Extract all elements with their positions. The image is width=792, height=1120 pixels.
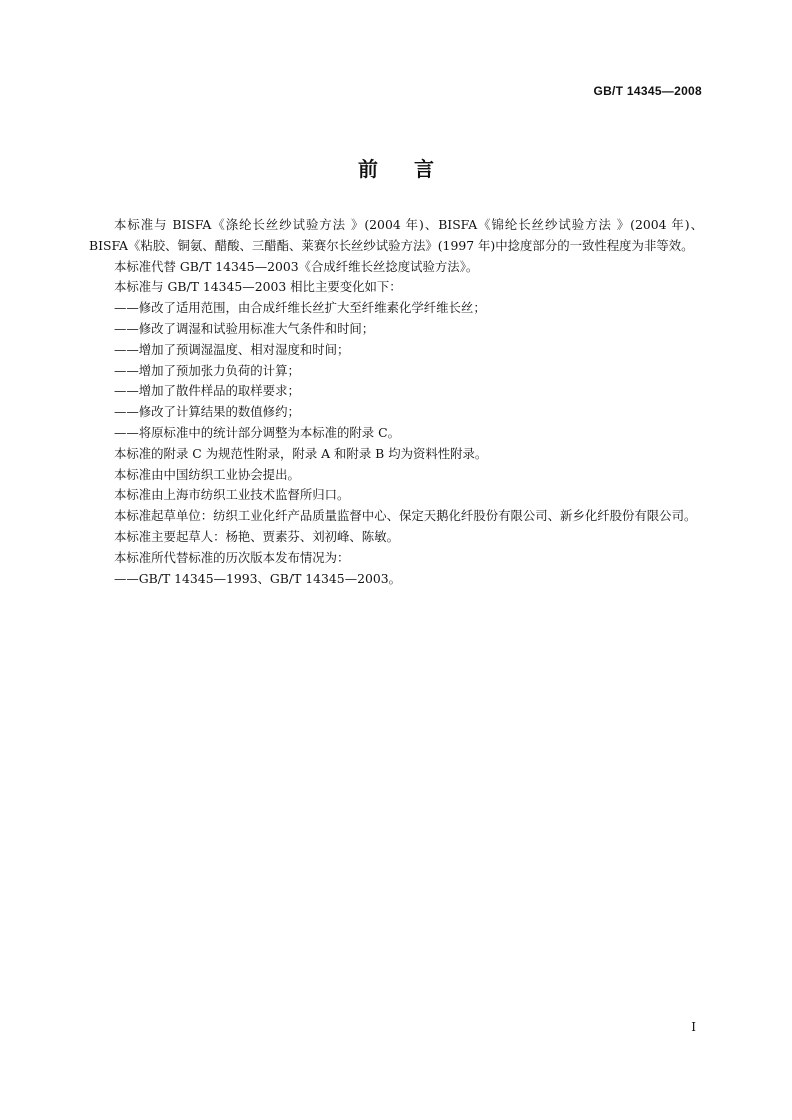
page-number: I [691, 1020, 696, 1034]
paragraph-replaces: 本标准代替 GB/T 14345—2003《合成纤维长丝捻度试验方法》。 [114, 258, 479, 274]
change-item: ——增加了预加张力负荷的计算； [114, 362, 300, 378]
paragraph-history-intro: 本标准所代替标准的历次版本发布情况为： [114, 549, 350, 565]
paragraph-appendix: 本标准的附录 C 为规范性附录，附录 A 和附录 B 均为资料性附录。 [114, 445, 488, 461]
standard-code: GB/T 14345—2008 [593, 84, 702, 98]
change-item: ——修改了计算结果的数值修约； [114, 404, 300, 420]
paragraph-drafting-units: 本标准起草单位：纺织工业化纤产品质量监督中心、保定天鹅化纤股份有限公司、新乡化纤股份有限公司。 [114, 508, 697, 524]
history-item: ——GB/T 14345—1993、GB/T 14345—2003。 [114, 570, 402, 586]
paragraph-changes-intro: 本标准与 GB/T 14345—2003 相比主要变化如下： [114, 279, 402, 295]
change-item: ——增加了预调湿温度、相对湿度和时间； [114, 341, 350, 357]
paragraph-proposer: 本标准由中国纺织工业协会提出。 [114, 466, 300, 482]
page-title: 前言 [358, 157, 470, 181]
change-item: ——增加了散件样品的取样要求； [114, 383, 300, 399]
paragraph-centralized: 本标准由上海市纺织工业技术监督所归口。 [114, 487, 350, 503]
change-item: ——将原标准中的统计部分调整为本标准的附录 C。 [114, 424, 401, 440]
paragraph-drafters: 本标准主要起草人：杨艳、贾素芬、刘初峰、陈敏。 [114, 528, 399, 544]
paragraph-equivalence: 本标准与 BISFA《涤纶长丝纱试验方法 》(2004 年)、BISFA《锦纶长丝纱试验方法 》(2004 年)、BISFA《粘胶、铜氨、醋酸、三醋酯、莱赛尔长丝纱试验方法》(1997 年)中捻度部分的一致性程度为非等效。 [89, 217, 703, 253]
change-item: ——修改了适用范围，由合成纤维长丝扩大至纤维素化学纤维长丝； [114, 300, 486, 316]
foreword-body [89, 215, 703, 589]
change-item: ——修改了调湿和试验用标准大气条件和时间； [114, 320, 375, 336]
